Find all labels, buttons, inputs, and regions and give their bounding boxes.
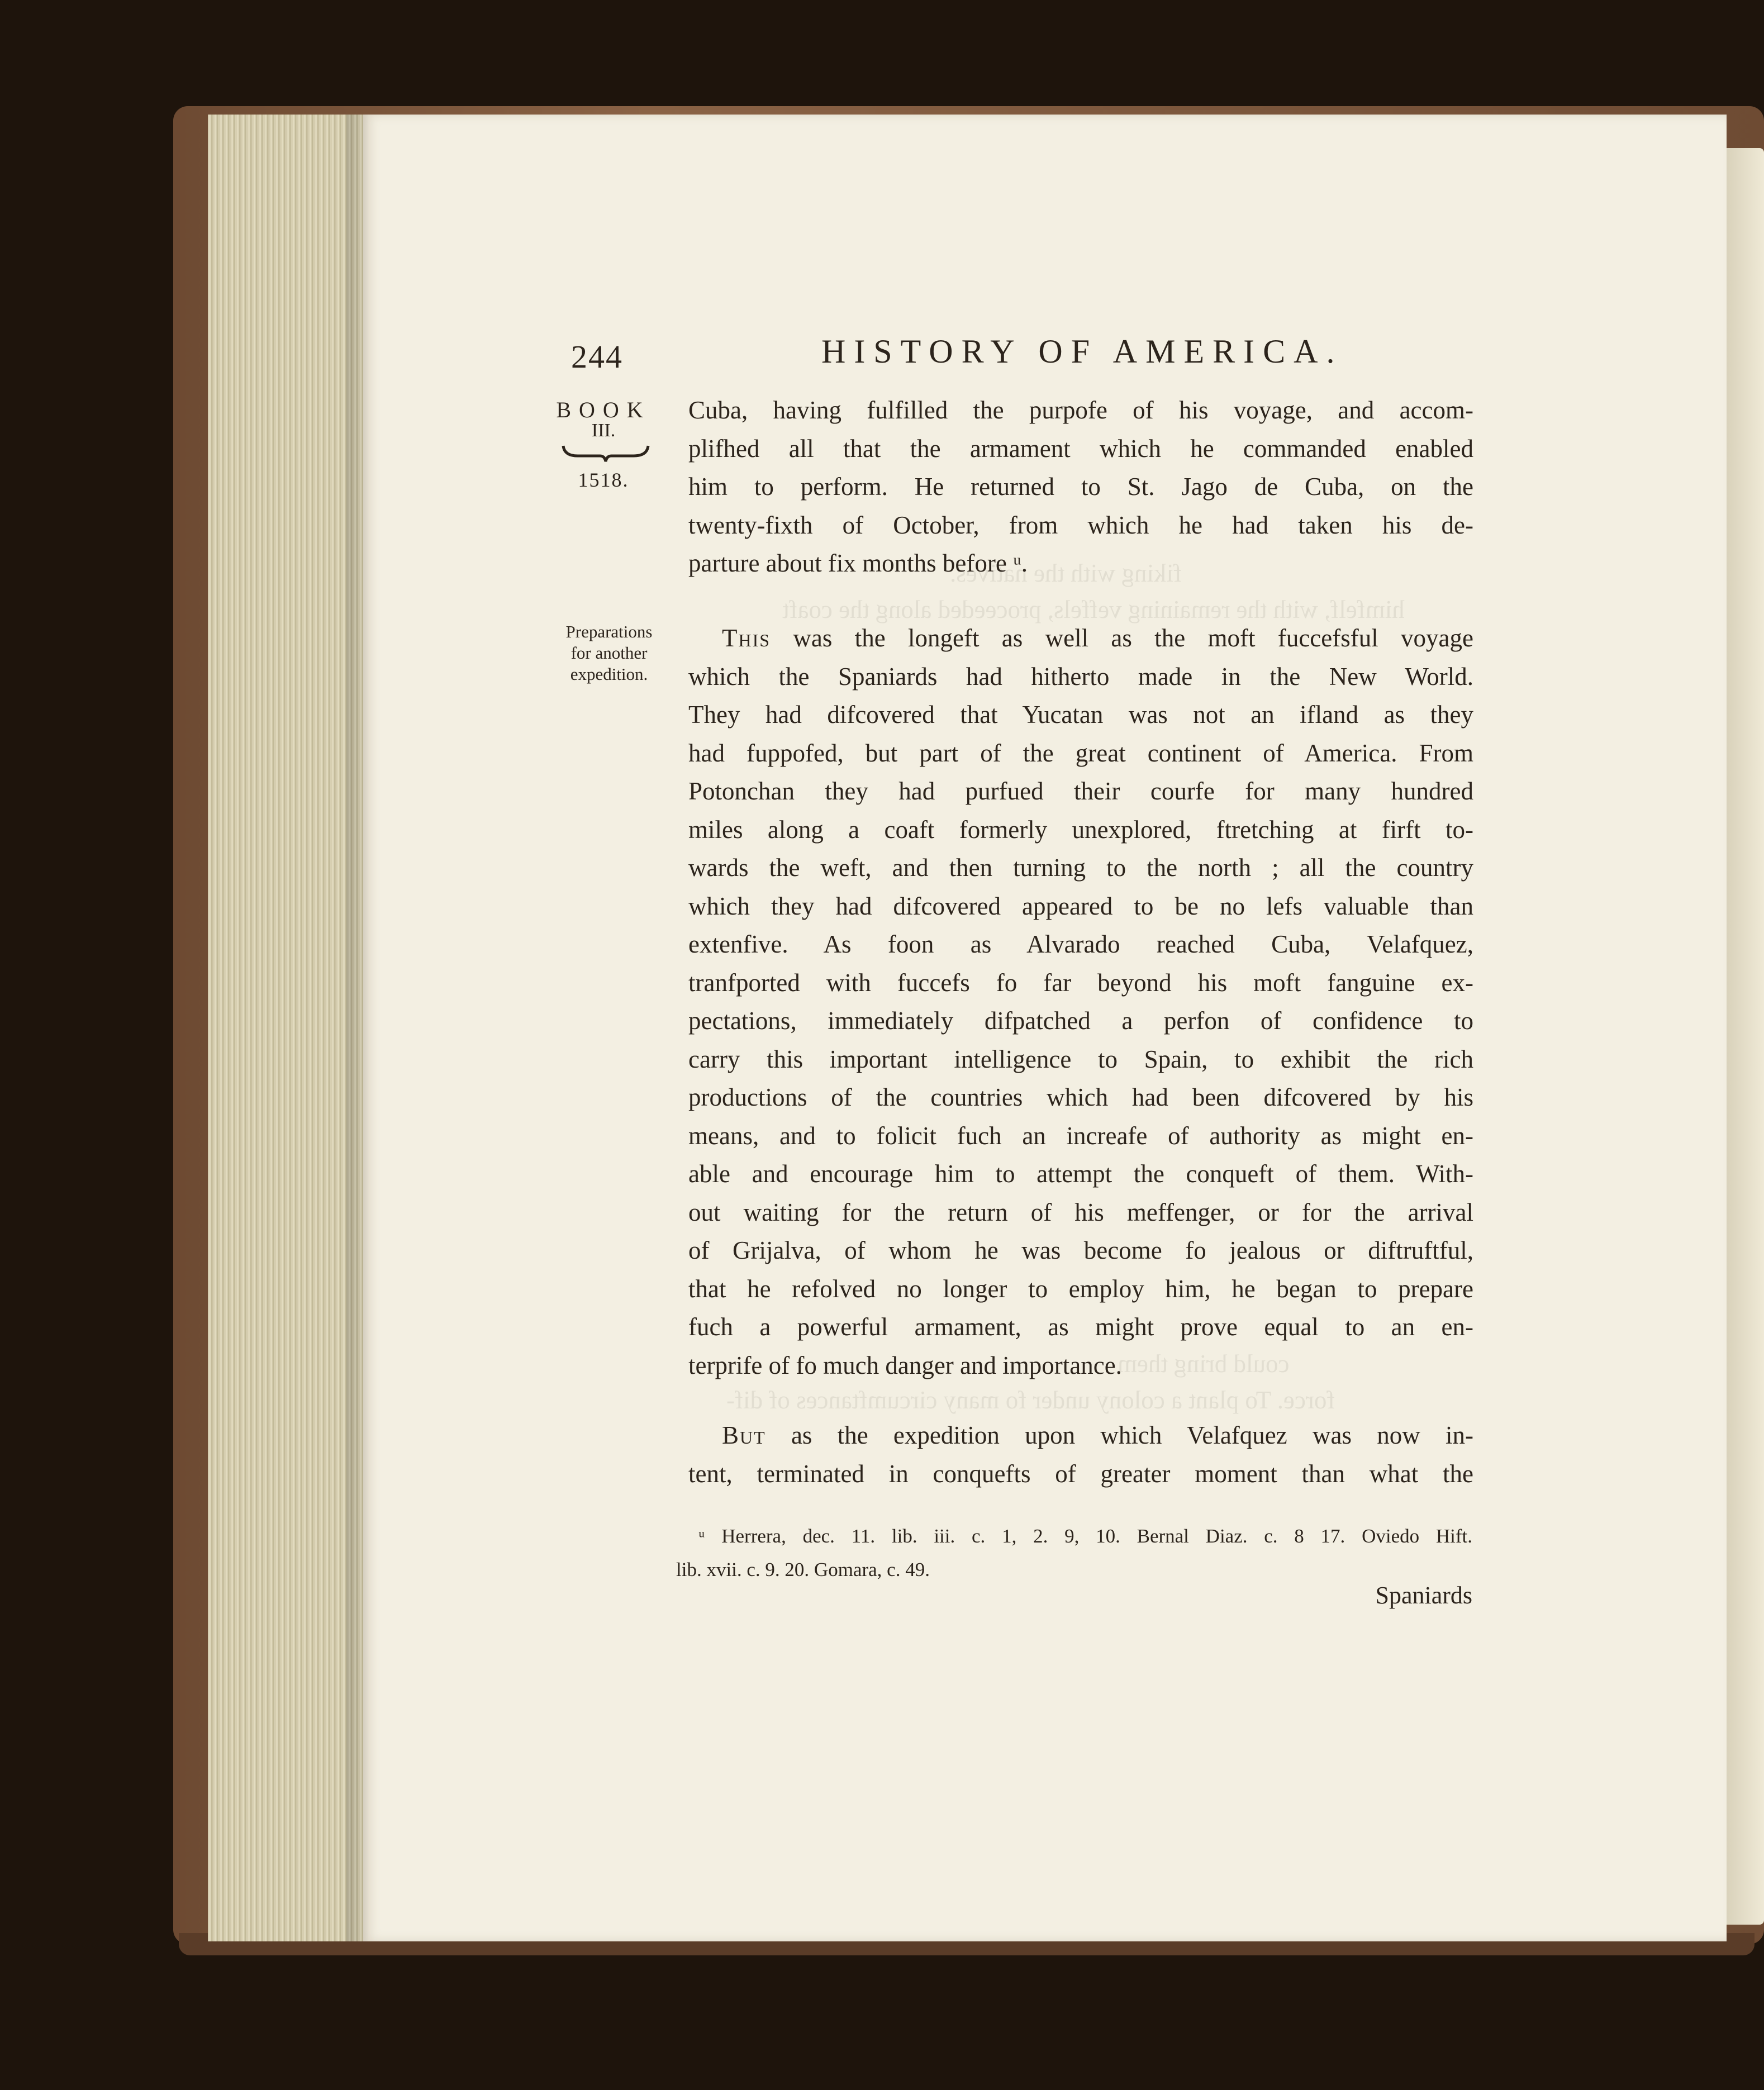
footnotes (676, 1520, 1472, 1587)
running-head: HISTORY OF AMERICA. (821, 333, 1343, 370)
side-note-line: for another (570, 643, 648, 663)
facing-page-edge (1727, 148, 1764, 1925)
margin-year: 1518. (578, 469, 629, 491)
text-line: parture about fix months before ᵘ. (688, 549, 1028, 577)
text-line: which they had difcovered appeared to be no lefs valuable than (688, 892, 1473, 920)
gutter-shadow (346, 115, 369, 1941)
text-line: him to perform. He returned to St. Jago de Cuba, on the (688, 473, 1473, 501)
book-label: BOOK (556, 397, 651, 422)
text-line: productions of the countries which had been difcovered by his (688, 1083, 1473, 1111)
text-line (688, 1416, 1473, 1455)
side-note (553, 621, 665, 685)
page-edges (208, 115, 363, 1941)
text-line: that he refolved no longer to employ him, he began to prepare (688, 1274, 1473, 1303)
side-note-line: Preparations (565, 622, 653, 641)
paragraph-3 (688, 1416, 1473, 1493)
footnote-line: lib. xvii. c. 9. 20. Gomara, c. 49. (676, 1559, 930, 1580)
text-line: twenty-fixth of October, from which he had taken his de- (688, 511, 1473, 539)
text-line: able and encourage him to attempt the conqueft of them. With- (688, 1160, 1473, 1188)
show-through-line: force. To plant a colony under fo many circumftances of dif- (726, 1386, 1335, 1414)
text-run: was the longeft as well as the moft fuccefsful voyage (771, 624, 1473, 652)
text-line: had fuppofed, but part of the great continent of America. From (688, 739, 1473, 767)
text-line: terprife of fo much danger and importance. (688, 1351, 1122, 1379)
text-line: which the Spaniards had hitherto made in the New World. (688, 662, 1473, 691)
text-line: tent, terminated in conquefts of greater moment than what the (688, 1459, 1473, 1488)
small-caps-lead: This (722, 624, 771, 652)
text-line: of Grijalva, of whom he was become fo jealous or diftruftful, (688, 1236, 1473, 1264)
text-line (688, 619, 1473, 658)
paragraph-1 (688, 391, 1473, 583)
text-line: extenfive. As foon as Alvarado reached Cuba, Velafquez, (688, 930, 1473, 958)
text-line: wards the weft, and then turning to the north ; all the country (688, 854, 1473, 882)
brace-ornament (561, 441, 650, 464)
text-line: miles along a coaft formerly unexplored, ftretching at firft to- (688, 815, 1473, 844)
show-through-line: could bring them (1118, 1350, 1290, 1378)
paragraph-2 (688, 619, 1473, 1384)
show-through-line: himfelf, with the remaining veffels, proceeded along the coaft (782, 596, 1405, 623)
text-line: tranfported with fuccefs fo far beyond his moft fanguine ex- (688, 968, 1473, 997)
book-number: III. (591, 420, 616, 441)
text-line: fuch a powerful armament, as might prove equal to an en- (688, 1313, 1473, 1341)
text-line: Cuba, having fulfilled the purpofe of his voyage, and accom- (688, 396, 1473, 424)
text-line: plifhed all that the armament which he commanded enabled (688, 434, 1473, 463)
footnote-line: ᵘ Herrera, dec. 11. lib. iii. c. 1, 2. 9, 10. Bernal Diaz. c. 8 17. Oviedo Hift. (698, 1525, 1472, 1547)
text-line: means, and to folicit fuch an increafe of authority as might en- (688, 1121, 1473, 1150)
show-through-line: fiking with the natives. (950, 559, 1182, 587)
text-line: They had difcovered that Yucatan was not an ifland as they (688, 701, 1473, 729)
text-line: Potonchan they had purfued their courfe for many hundred (688, 777, 1473, 805)
catchword: Spaniards (1375, 1582, 1472, 1609)
text-run: as the expedition upon which Velafquez was now in- (765, 1421, 1473, 1449)
text-line: out waiting for the return of his meffenger, or for the arrival (688, 1198, 1473, 1226)
side-note-line: expedition. (570, 664, 648, 684)
text-line: carry this important intelligence to Spain, to exhibit the rich (688, 1045, 1473, 1073)
text-line: pectations, immediately difpatched a perfon of confidence to (688, 1007, 1473, 1035)
small-caps-lead: But (722, 1421, 766, 1449)
page-number: 244 (571, 339, 623, 375)
